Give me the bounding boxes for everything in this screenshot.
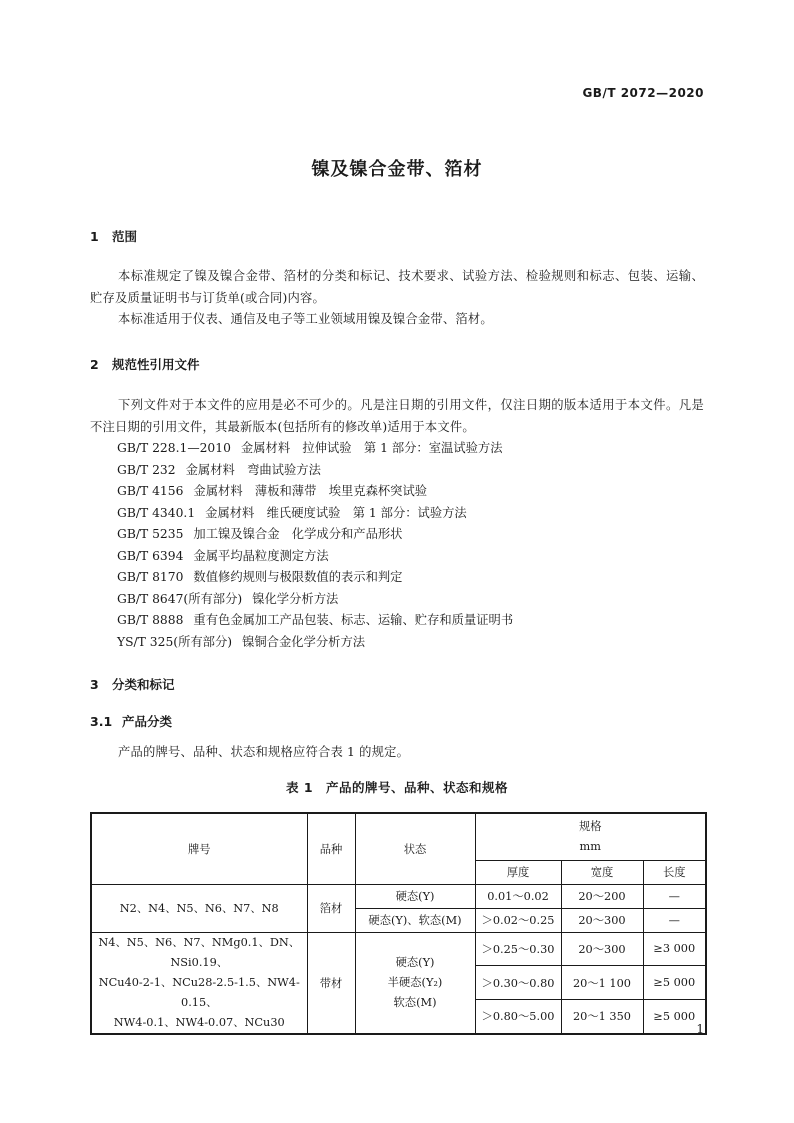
section-2-heading — [90, 355, 200, 373]
strip-width: 20～1 350 — [561, 1000, 643, 1034]
strip-thickness: ＞0.80～5.00 — [475, 1000, 561, 1034]
reference-item: GB/T 6394 金属平均晶粒度测定方法 — [117, 548, 329, 563]
reference-item: GB/T 4156 金属材料 薄板和薄带 埃里克森杯突试验 — [117, 484, 428, 498]
strip-length: ≥3 000 — [643, 932, 706, 966]
header-grade: 牌号 — [91, 813, 307, 884]
foil-thickness: 0.01～0.02 — [475, 884, 561, 908]
strip-length: ≥5 000 — [643, 1000, 706, 1034]
table-row — [91, 932, 706, 966]
strip-grades: N4、N5、N6、N7、NMg0.1、DN、NSi0.19、 NCu40-2-1、NCu28-2.5-1.5、NW4-0.15、 NW4-0.1、NW4-0.07、NCu30 — [91, 932, 307, 1034]
strip-width: 20～1 100 — [561, 966, 643, 1000]
page-number: 1 — [696, 1022, 704, 1036]
section-3-number: 3 — [90, 677, 99, 692]
section-3-heading — [90, 675, 175, 693]
header-spec-label: 规格 — [578, 819, 602, 833]
strip-width: 20～300 — [561, 932, 643, 966]
section-1-number: 1 — [90, 229, 99, 244]
table-caption: 表 1 产品的牌号、品种、状态和规格 — [285, 780, 509, 795]
header-width: 宽度 — [561, 860, 643, 884]
foil-length: — — [643, 908, 706, 932]
foil-temper: 硬态(Y)、软态(M) — [355, 908, 475, 932]
section-1-paragraph-1: 本标准规定了镍及镍合金带、箔材的分类和标记、技术要求、试验方法、检验规则和标志、包装、运输、贮存及质量证明书与订货单(或合同)内容。 — [90, 269, 704, 305]
product-spec-table — [90, 812, 707, 1035]
header-length: 长度 — [643, 860, 706, 884]
reference-item: GB/T 8647(所有部分) 镍化学分析方法 — [117, 591, 339, 606]
section-2-title: 规范性引用文件 — [112, 357, 200, 372]
header-spec — [475, 813, 706, 860]
header-temper: 状态 — [355, 813, 475, 884]
foil-width: 20～200 — [561, 884, 643, 908]
strip-tempers: 硬态(Y) 半硬态(Y₂) 软态(M) — [355, 932, 475, 1034]
reference-item: GB/T 228.1—2010 金属材料 拉伸试验 第 1 部分：室温试验方法 — [117, 441, 503, 455]
strip-length: ≥5 000 — [643, 966, 706, 1000]
section-1-title: 范围 — [112, 229, 138, 244]
header-spec-unit: mm — [579, 839, 601, 853]
reference-item: GB/T 8170 数值修约规则与极限数值的表示和判定 — [117, 570, 403, 584]
reference-item: YS/T 325(所有部分) 镍铜合金化学分析方法 — [117, 634, 366, 649]
section-3-1-title: 产品分类 — [122, 714, 173, 729]
foil-grades: N2、N4、N5、N6、N7、N8 — [91, 884, 307, 932]
foil-variety: 箔材 — [307, 884, 355, 932]
section-3-1-paragraph: 产品的牌号、品种、状态和规格应符合表 1 的规定。 — [118, 745, 410, 759]
reference-item: GB/T 4340.1 金属材料 维氏硬度试验 第 1 部分：试验方法 — [117, 505, 467, 520]
section-1-paragraph-2: 本标准适用于仪表、通信及电子等工业领域用镍及镍合金带、箔材。 — [118, 312, 493, 326]
foil-temper: 硬态(Y) — [355, 884, 475, 908]
reference-item: GB/T 232 金属材料 弯曲试验方法 — [117, 462, 321, 477]
foil-width: 20～300 — [561, 908, 643, 932]
foil-length: — — [643, 884, 706, 908]
reference-item: GB/T 8888 重有色金属加工产品包装、标志、运输、贮存和质量证明书 — [117, 613, 514, 627]
section-1-heading — [90, 227, 137, 245]
section-3-title: 分类和标记 — [112, 677, 175, 692]
foil-thickness: ＞0.02～0.25 — [475, 908, 561, 932]
strip-thickness: ＞0.30～0.80 — [475, 966, 561, 1000]
table-row — [91, 884, 706, 908]
strip-thickness: ＞0.25～0.30 — [475, 932, 561, 966]
strip-variety: 带材 — [307, 932, 355, 1034]
document-title: 镍及镍合金带、箔材 — [311, 159, 483, 180]
section-2-paragraph-1: 下列文件对于本文件的应用是必不可少的。凡是注日期的引用文件，仅注日期的版本适用于本文件。凡是不注日期的引用文件，其最新版本(包括所有的修改单)适用于本文件。 — [90, 398, 704, 434]
standard-number: GB/T 2072—2020 — [582, 86, 704, 100]
header-variety: 品种 — [307, 813, 355, 884]
header-thickness: 厚度 — [475, 860, 561, 884]
section-3-1-heading — [90, 712, 172, 730]
section-3-1-number: 3.1 — [90, 714, 113, 729]
section-2-number: 2 — [90, 357, 99, 372]
reference-item: GB/T 5235 加工镍及镍合金 化学成分和产品形状 — [117, 527, 403, 541]
